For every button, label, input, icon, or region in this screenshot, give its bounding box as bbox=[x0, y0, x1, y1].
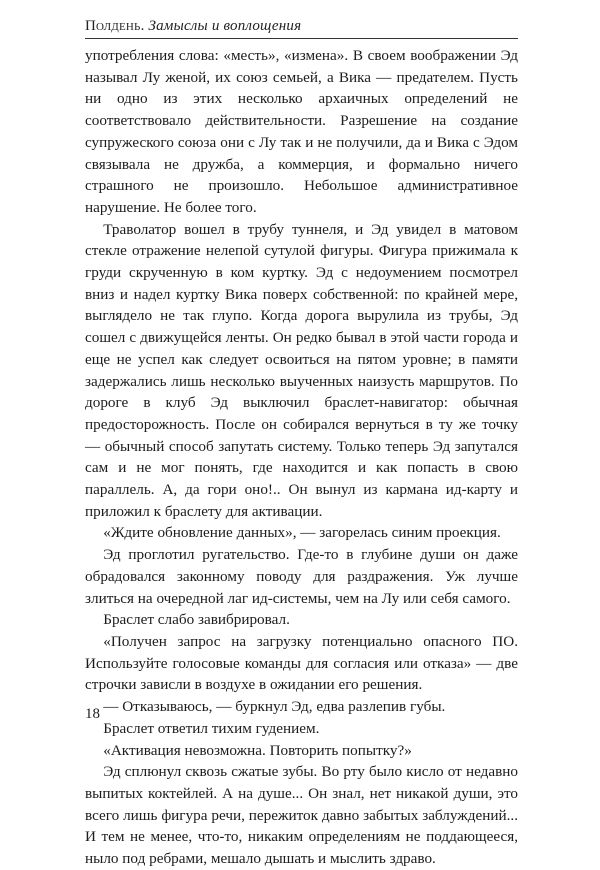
paragraph-9: «Активация невозможна. Повторить попытку?» bbox=[103, 741, 412, 759]
paragraph-1: употребления слова: «месть», «измена». В своем воображении Эд называл Лу женой, их союз семьей, а Вика — предателем. Пусть ни одно из этих несколько архаичных определений не соответствовало действительности. Разрешение на создание супружеского союза они с Лу так и не получили, да и Вика с Эдом связывала не дружба, а коммерция, и формально ничего страшного не произошло. Небольшое административное нарушение. Не более того. bbox=[85, 47, 518, 216]
paragraph-2: Траволатор вошел в трубу туннеля, и Эд увидел в матовом стекле отражение нелепой сутулой фигуры. Фигура прижимала к груди скрученную в ком куртку. Эд с недоумением посмотрел вниз и надел куртку Вика поверх собственной: по крайней мере, выглядело не так глупо. Когда дорога вырулила из трубы, Эд сошел с движущейся ленты. Он редко бывал в этой части города и еще не успел как следует освоиться на пятом уровне; в памяти задержались лишь несколько выученных наизусть маршрутов. По дороге в клуб Эд выключил браслет-навигатор: обычная предосторожность. После он собирался вернуться в ту же точку — обычный способ запутать систему. Только теперь Эд запутался сам и не мог понять, где находится и как попасть в свою параллель. А, да гори оно!.. Он вынул из кармана ид-карту и приложил к браслету для активации. bbox=[85, 220, 518, 520]
paragraph-5: Браслет слабо завибрировал. bbox=[103, 611, 290, 629]
paragraph-10: Эд сплюнул сквозь сжатые зубы. Во рту было кисло от недавно выпитых коктейлей. А на душе... Он знал, нет никакой души, это всего лишь фигура речи, пережиток давно забытых заблуждений... И тем не менее, что-то, никаким определениям не поддающееся, ныло под ребрами, мешало дышать и мыслить здраво. bbox=[85, 763, 518, 868]
page-number: 18 bbox=[85, 706, 100, 722]
body-text bbox=[85, 45, 518, 870]
running-head bbox=[85, 18, 301, 35]
header-rule bbox=[85, 38, 518, 39]
running-head-title: Замыслы и воплощения bbox=[148, 18, 302, 34]
paragraph-4: Эд проглотил ругательство. Где-то в глубине души он даже обрадовался законному поводу для раздражения. Уж лучше злиться на очередной лаг ид-системы, чем на Лу или себя самого. bbox=[85, 546, 518, 607]
paragraph-3: «Ждите обновление данных», — загорелась синим проекция. bbox=[103, 524, 501, 542]
running-head-section: Полдень. bbox=[85, 18, 145, 34]
paragraph-7: — Отказываюсь, — буркнул Эд, едва разлепив губы. bbox=[103, 698, 446, 716]
paragraph-8: Браслет ответил тихим гудением. bbox=[103, 719, 320, 737]
paragraph-6: «Получен запрос на загрузку потенциально опасного ПО. Используйте голосовые команды для согласия или отказа» — две строчки зависли в воздухе в ожидании его решения. bbox=[85, 632, 518, 694]
